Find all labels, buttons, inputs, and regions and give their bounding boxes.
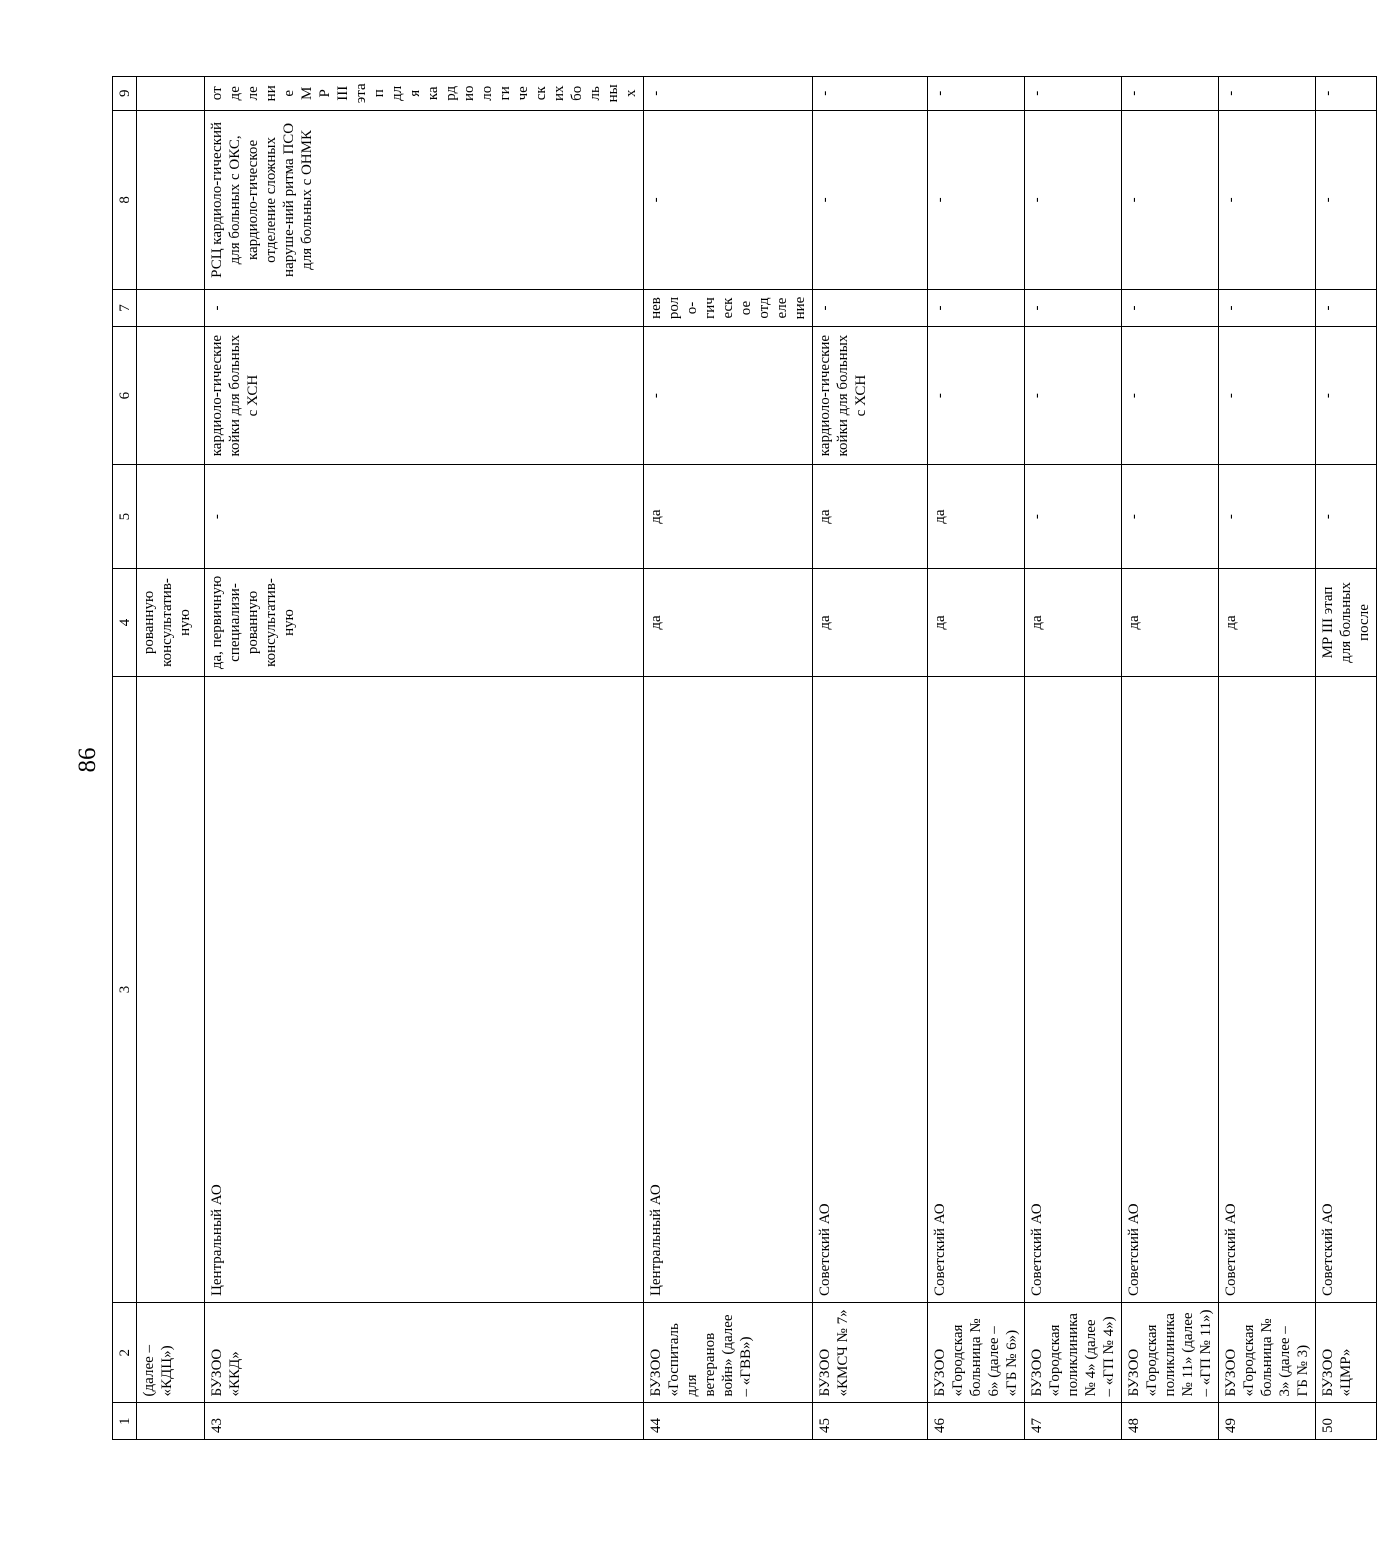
cell-col8 bbox=[137, 110, 205, 290]
column-header: 5 bbox=[113, 465, 137, 569]
cell-col9 bbox=[137, 77, 205, 111]
table-row bbox=[1219, 77, 1316, 1440]
table-row bbox=[928, 77, 1025, 1440]
cell-col9: - bbox=[928, 77, 1025, 111]
cell-col9: - bbox=[1122, 77, 1219, 111]
cell-institution: БУЗОО «ККД» bbox=[205, 1302, 644, 1403]
cell-district bbox=[137, 677, 205, 1303]
cell-col8: - bbox=[1316, 110, 1377, 290]
table-row bbox=[205, 77, 644, 1440]
column-header: 1 bbox=[113, 1403, 137, 1440]
cell-consultative-help: да bbox=[1219, 568, 1316, 676]
cell-district: Центральный АО bbox=[644, 677, 813, 1303]
table-row bbox=[1122, 77, 1219, 1440]
cell-consultative-help: МР III этап для больных после bbox=[1316, 568, 1377, 676]
cell-col5 bbox=[137, 465, 205, 569]
cell-col9: - bbox=[1316, 77, 1377, 111]
cell-number bbox=[137, 1403, 205, 1440]
cell-col6: - bbox=[644, 326, 813, 465]
cell-consultative-help: да bbox=[644, 568, 813, 676]
cell-col7: - bbox=[205, 290, 644, 327]
cell-district: Советский АО bbox=[928, 677, 1025, 1303]
cell-col5: - bbox=[1316, 465, 1377, 569]
cell-consultative-help: да, первичную специализи-рованную консультатив-ную bbox=[205, 568, 644, 676]
cell-district: Советский АО bbox=[1316, 677, 1377, 1303]
column-header: 7 bbox=[113, 290, 137, 327]
cell-institution: БУЗОО «КМСЧ № 7» bbox=[813, 1302, 928, 1403]
cell-district: Советский АО bbox=[1025, 677, 1122, 1303]
cell-col9: - bbox=[1219, 77, 1316, 111]
column-header: 9 bbox=[113, 77, 137, 111]
cell-district: Советский АО bbox=[1219, 677, 1316, 1303]
column-number-row bbox=[113, 77, 137, 1440]
cell-col6 bbox=[137, 326, 205, 465]
column-header: 4 bbox=[113, 568, 137, 676]
cell-col9: - bbox=[1025, 77, 1122, 111]
cell-col8: РСЦ кардиоло-гический для больных с ОКС, кардиоло-гическое отделение сложных наруше-ний ритма ПСО для больных с ОНМК bbox=[205, 110, 644, 290]
column-header: 6 bbox=[113, 326, 137, 465]
cell-col7: - bbox=[1316, 290, 1377, 327]
cell-col8: - bbox=[928, 110, 1025, 290]
cell-col7: - bbox=[1219, 290, 1316, 327]
table-row bbox=[1316, 77, 1377, 1440]
cell-district: Советский АО bbox=[813, 677, 928, 1303]
cell-col6: кардиоло-гические койки для больных с ХСН bbox=[205, 326, 644, 465]
cell-number: 48 bbox=[1122, 1403, 1219, 1440]
cell-col6: - bbox=[1316, 326, 1377, 465]
cell-number: 44 bbox=[644, 1403, 813, 1440]
cell-number: 50 bbox=[1316, 1403, 1377, 1440]
page-number: 86 bbox=[74, 747, 101, 773]
cell-consultative-help: да bbox=[813, 568, 928, 676]
cell-col8: - bbox=[1122, 110, 1219, 290]
table-row bbox=[813, 77, 928, 1440]
cell-number: 45 bbox=[813, 1403, 928, 1440]
cell-col5: да bbox=[928, 465, 1025, 569]
cell-col5: - bbox=[1219, 465, 1316, 569]
cell-col5: - bbox=[1122, 465, 1219, 569]
cell-col7: - bbox=[928, 290, 1025, 327]
cell-col8: - bbox=[1025, 110, 1122, 290]
cell-district: Центральный АО bbox=[205, 677, 644, 1303]
cell-number: 43 bbox=[205, 1403, 644, 1440]
rotated-table-wrapper bbox=[112, 76, 1372, 1440]
cell-institution: БУЗОО «Городская поликлиника № 4» (далее – «ГП № 4») bbox=[1025, 1302, 1122, 1403]
cell-col7: невроло-гическое отделение bbox=[644, 290, 813, 327]
cell-col7: - bbox=[1122, 290, 1219, 327]
cell-institution: (далее – «КДЦ») bbox=[137, 1302, 205, 1403]
cell-col6: - bbox=[1025, 326, 1122, 465]
cell-district: Советский АО bbox=[1122, 677, 1219, 1303]
cell-col5: - bbox=[205, 465, 644, 569]
column-header: 8 bbox=[113, 110, 137, 290]
cell-col5: - bbox=[1025, 465, 1122, 569]
cell-col6: - bbox=[1219, 326, 1316, 465]
cell-institution: БУЗОО «Городская больница № 3» (далее – ГБ № 3) bbox=[1219, 1302, 1316, 1403]
cell-col5: да bbox=[813, 465, 928, 569]
cell-number: 47 bbox=[1025, 1403, 1122, 1440]
cell-consultative-help: да bbox=[928, 568, 1025, 676]
cell-col7 bbox=[137, 290, 205, 327]
cell-institution: БУЗОО «Госпиталь для ветеранов войн» (далее – «ГВВ») bbox=[644, 1302, 813, 1403]
cell-col8: - bbox=[1219, 110, 1316, 290]
cell-col5: да bbox=[644, 465, 813, 569]
cell-consultative-help: да bbox=[1122, 568, 1219, 676]
cell-col7: - bbox=[1025, 290, 1122, 327]
cell-col6: - bbox=[928, 326, 1025, 465]
cell-institution: БУЗОО «Городская больница № 6» (далее – «ГБ № 6») bbox=[928, 1302, 1025, 1403]
cell-number: 49 bbox=[1219, 1403, 1316, 1440]
column-header: 2 bbox=[113, 1302, 137, 1403]
cell-col8: - bbox=[813, 110, 928, 290]
cell-col9: отделение МР III этап для кардиологических больных bbox=[205, 77, 644, 111]
cell-col8: - bbox=[644, 110, 813, 290]
column-header: 3 bbox=[113, 677, 137, 1303]
cell-col6: кардиоло-гические койки для больных с ХСН bbox=[813, 326, 928, 465]
cell-col7: - bbox=[813, 290, 928, 327]
medical-facilities-table bbox=[112, 76, 1377, 1440]
cell-col6: - bbox=[1122, 326, 1219, 465]
table-row bbox=[137, 77, 205, 1440]
cell-col9: - bbox=[644, 77, 813, 111]
cell-col9: - bbox=[813, 77, 928, 111]
cell-consultative-help: рованную консультатив-ную bbox=[137, 568, 205, 676]
cell-consultative-help: да bbox=[1025, 568, 1122, 676]
cell-institution: БУЗОО «ЦМР» bbox=[1316, 1302, 1377, 1403]
table-row bbox=[644, 77, 813, 1440]
cell-number: 46 bbox=[928, 1403, 1025, 1440]
table-row bbox=[1025, 77, 1122, 1440]
cell-institution: БУЗОО «Городская поликлиника № 11» (далее – «ГП № 11») bbox=[1122, 1302, 1219, 1403]
